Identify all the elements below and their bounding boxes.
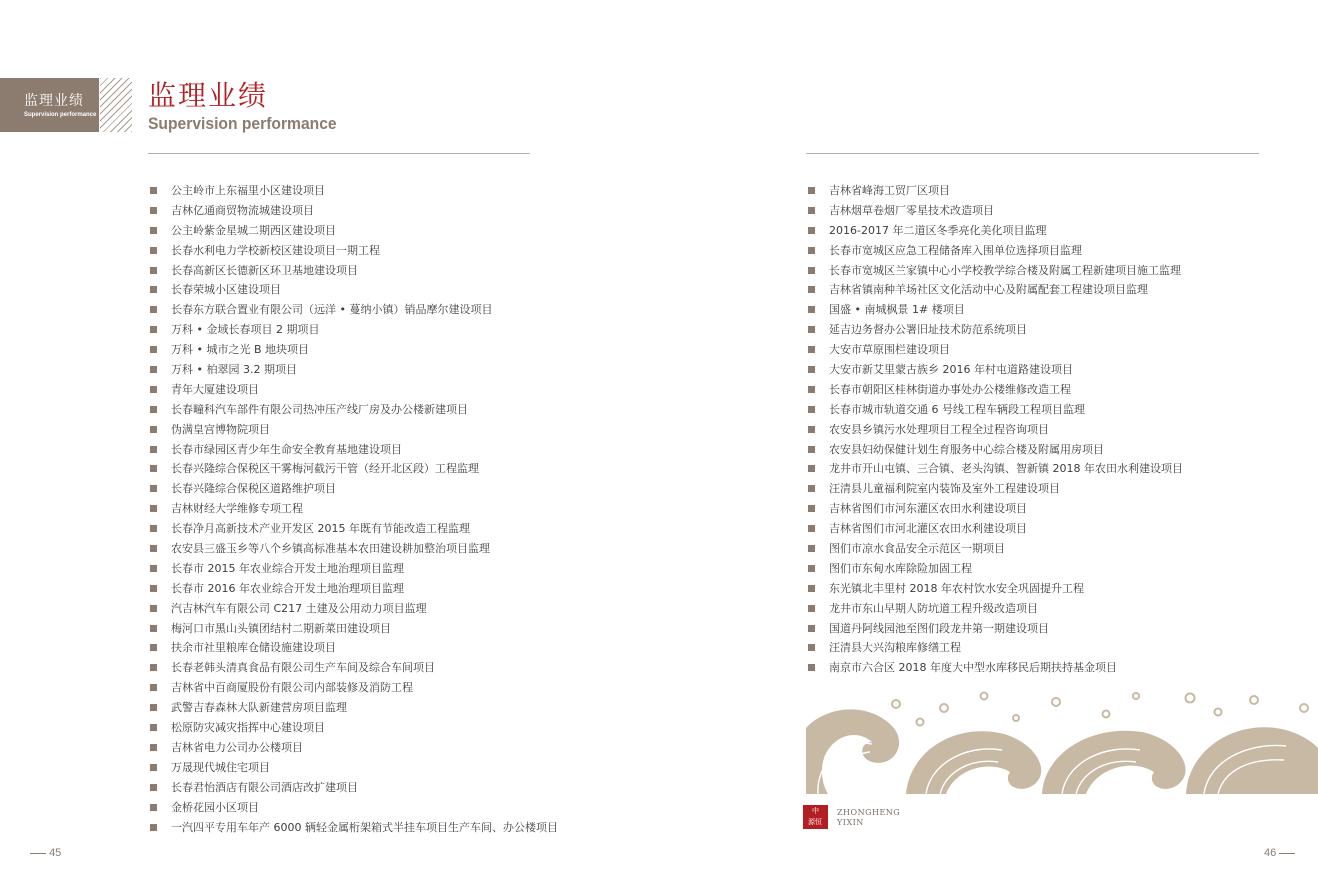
project-item-label: 吉林省电力公司办公楼项目 <box>171 740 303 754</box>
project-item-label: 长春高新区长德新区环卫基地建设项目 <box>171 263 358 277</box>
bullet-square-icon <box>150 644 157 651</box>
bullet-square-icon <box>150 485 157 492</box>
project-item-label: 东光镇北丰里村 2018 年农村饮水安全巩固提升工程 <box>829 581 1084 595</box>
project-item-label: 南京市六合区 2018 年度大中型水库移民后期扶持基金项目 <box>829 661 1117 675</box>
project-item-label: 金桥花园小区项目 <box>171 800 259 814</box>
bullet-square-icon <box>808 465 815 472</box>
project-item-label: 吉林省镇南种羊场社区文化活动中心及附属配套工程建设项目监理 <box>829 283 1148 297</box>
brand-name-line2: YIXIN <box>837 818 864 827</box>
project-item <box>808 340 1183 360</box>
project-item-label: 伪满皇宫博物院项目 <box>171 422 270 436</box>
bullet-square-icon <box>150 286 157 293</box>
section-tab-title: 监理业绩 <box>24 93 84 109</box>
project-item-label: 吉林省峰海工贸厂区项目 <box>829 184 950 197</box>
project-item <box>808 479 1183 499</box>
project-item-label: 长春市宽城区应急工程储备库入围单位选择项目监理 <box>829 243 1082 257</box>
project-item <box>150 241 558 261</box>
bullet-square-icon <box>150 684 157 691</box>
project-item <box>808 459 1183 479</box>
project-item-label: 汪清县大兴沟粮库修缮工程 <box>829 641 961 655</box>
bullet-square-icon <box>808 267 815 274</box>
bullet-square-icon <box>150 505 157 512</box>
project-item <box>150 440 558 460</box>
project-item <box>150 539 558 559</box>
project-item-label: 长春荣城小区建设项目 <box>171 283 281 297</box>
project-item-label: 长春兴隆综合保税区干雾梅河截污干管（经开北区段）工程监理 <box>171 462 479 476</box>
section-tab-subtitle: Supervision performance <box>24 112 97 118</box>
project-item <box>808 658 1183 678</box>
project-item-label: 长春净月高新技术产业开发区 2015 年既有节能改造工程监理 <box>171 522 470 536</box>
bullet-square-icon <box>150 784 157 791</box>
bullet-square-icon <box>808 664 815 671</box>
bullet-square-icon <box>150 346 157 353</box>
project-item-label: 图们市凉水食品安全示范区一期项目 <box>829 542 1005 556</box>
project-item <box>150 758 558 778</box>
bullet-square-icon <box>808 485 815 492</box>
bullet-square-icon <box>150 267 157 274</box>
project-item <box>808 519 1183 539</box>
bullet-square-icon <box>150 605 157 612</box>
project-item <box>808 300 1183 320</box>
project-item <box>150 261 558 281</box>
project-item <box>150 798 558 818</box>
divider-right <box>806 153 1259 154</box>
project-item-label: 大安市草原围栏建设项目 <box>829 343 950 357</box>
project-item <box>150 181 558 201</box>
project-item-label: 农安县乡镇污水处理项目工程全过程咨询项目 <box>829 422 1049 436</box>
bullet-square-icon <box>808 227 815 234</box>
project-item-label: 长春老韩头清真食品有限公司生产车间及综合车间项目 <box>171 661 435 675</box>
project-item <box>808 221 1183 241</box>
project-item-label: 万科 • 城市之光 B 地块项目 <box>171 343 310 357</box>
project-item <box>808 539 1183 559</box>
project-item-label: 梅河口市黑山头镇团结村二期新菜田建设项目 <box>171 621 391 635</box>
project-item-label: 公主岭市上东福里小区建设项目 <box>171 184 325 197</box>
bullet-square-icon <box>150 187 157 194</box>
project-item <box>150 519 558 539</box>
bullet-square-icon <box>808 247 815 254</box>
project-item-label: 长春市 2016 年农业综合开发土地治理项目监理 <box>171 581 404 595</box>
project-item <box>150 599 558 619</box>
page-number-right <box>1264 847 1295 859</box>
bullet-square-icon <box>150 545 157 552</box>
brand-name <box>837 808 900 828</box>
bullet-square-icon <box>808 545 815 552</box>
bullet-square-icon <box>808 187 815 194</box>
bullet-square-icon <box>808 505 815 512</box>
bullet-square-icon <box>150 625 157 632</box>
project-item <box>808 559 1183 579</box>
bullet-square-icon <box>808 605 815 612</box>
project-item <box>808 619 1183 639</box>
bullet-square-icon <box>808 426 815 433</box>
bullet-square-icon <box>150 585 157 592</box>
project-item <box>808 420 1183 440</box>
project-item <box>150 221 558 241</box>
bullet-square-icon <box>150 704 157 711</box>
divider-left <box>148 153 530 154</box>
bullet-square-icon <box>150 664 157 671</box>
bullet-square-icon <box>150 207 157 214</box>
project-item <box>808 638 1183 658</box>
project-item-label: 武警吉春森林大队新建营房项目监理 <box>171 701 347 715</box>
project-item-label: 龙井市开山屯镇、三合镇、老头沟镇、智新镇 2018 年农田水利建设项目 <box>829 462 1183 476</box>
project-item <box>150 778 558 798</box>
bullet-square-icon <box>150 446 157 453</box>
bullet-square-icon <box>150 366 157 373</box>
project-item-label: 吉林省中百商厦股份有限公司内部装修及消防工程 <box>171 681 413 695</box>
project-item <box>808 599 1183 619</box>
page-number-right-value: 46 <box>1264 847 1277 859</box>
project-item <box>808 380 1183 400</box>
bullet-square-icon <box>808 366 815 373</box>
project-item <box>808 499 1183 519</box>
project-item-label: 长春东方联合置业有限公司（远洋 • 蔓纳小镇）销品摩尔建设项目 <box>171 303 493 317</box>
project-item-label: 扶余市社里粮库仓储设施建设项目 <box>171 641 336 655</box>
bullet-square-icon <box>150 764 157 771</box>
page-number-left-value: 45 <box>49 847 62 859</box>
bullet-square-icon <box>150 247 157 254</box>
bullet-square-icon <box>150 565 157 572</box>
project-item <box>150 579 558 599</box>
project-item-label: 长春水利电力学校新校区建设项目一期工程 <box>171 243 380 257</box>
project-item-label: 国道丹阿线园池至图们段龙井第一期建设项目 <box>829 621 1049 635</box>
project-item-label: 长春市朝阳区桂林街道办事处办公楼维修改造工程 <box>829 382 1071 396</box>
project-item-label: 长春市城市轨道交通 6 号线工程车辆段工程项目监理 <box>829 402 1085 416</box>
project-item-label: 延吉边务督办公署旧址技术防范系统项目 <box>829 323 1027 337</box>
project-item <box>150 320 558 340</box>
bullet-square-icon <box>808 585 815 592</box>
project-item-label: 图们市东甸水库除险加固工程 <box>829 561 972 575</box>
wave-pattern-illustration <box>806 688 1318 794</box>
project-item-label: 长春兴隆综合保税区道路维护项目 <box>171 482 336 496</box>
bullet-square-icon <box>808 207 815 214</box>
project-item <box>150 738 558 758</box>
project-item-label: 吉林烟草卷烟厂零星技术改造项目 <box>829 203 994 217</box>
page-number-left <box>30 847 61 859</box>
hatch-decoration <box>100 78 132 132</box>
project-item <box>808 261 1183 281</box>
project-item-label: 万晟现代城住宅项目 <box>171 760 270 774</box>
bullet-square-icon <box>808 346 815 353</box>
bullet-square-icon <box>808 525 815 532</box>
project-item <box>150 340 558 360</box>
bullet-square-icon <box>808 286 815 293</box>
project-item <box>808 320 1183 340</box>
project-item-label: 吉林省图们市河北灌区农田水利建设项目 <box>829 522 1027 536</box>
bullet-square-icon <box>150 525 157 532</box>
project-item-label: 吉林省图们市河东灌区农田水利建设项目 <box>829 502 1027 516</box>
bullet-square-icon <box>808 386 815 393</box>
project-item-label: 一汽四平专用车年产 6000 辆轻金属桁架箱式半挂车项目生产车间、办公楼项目 <box>171 820 558 834</box>
project-item-label: 长春市 2015 年农业综合开发土地治理项目监理 <box>171 561 404 575</box>
project-item-label: 长春市宽城区兰家镇中心小学校教学综合楼及附属工程新建项目施工监理 <box>829 263 1181 277</box>
project-item <box>150 360 558 380</box>
bullet-square-icon <box>150 426 157 433</box>
project-item-label: 汽吉林汽车有限公司 C217 土建及公用动力项目监理 <box>171 601 427 615</box>
project-item <box>150 499 558 519</box>
project-item <box>150 400 558 420</box>
project-item <box>150 619 558 639</box>
project-item-label: 公主岭紫金星城二期西区建设项目 <box>171 223 336 237</box>
project-item-label: 吉林财经大学维修专项工程 <box>171 502 303 516</box>
project-item-label: 长春市绿园区青少年生命安全教育基地建设项目 <box>171 442 402 456</box>
project-item <box>150 459 558 479</box>
project-item <box>150 818 558 838</box>
project-item-label: 青年大厦建设项目 <box>171 382 259 396</box>
project-item-label: 长春君怡酒店有限公司酒店改扩建项目 <box>171 780 358 794</box>
logo-glyph-top: 中 <box>812 807 819 815</box>
bullet-square-icon <box>808 326 815 333</box>
brand-logo-mark <box>803 805 828 829</box>
project-item <box>150 280 558 300</box>
project-item-label: 国盛 • 南城枫景 1# 楼项目 <box>829 303 965 317</box>
bullet-square-icon <box>150 227 157 234</box>
project-item-label: 松原防灾减灾指挥中心建设项目 <box>171 721 325 735</box>
bullet-square-icon <box>150 465 157 472</box>
page-subtitle: Supervision performance <box>148 114 337 133</box>
bullet-square-icon <box>150 804 157 811</box>
project-item <box>808 440 1183 460</box>
bullet-square-icon <box>150 406 157 413</box>
logo-glyph-bottom: 源恒 <box>808 818 822 826</box>
bullet-square-icon <box>150 306 157 313</box>
project-item <box>808 241 1183 261</box>
project-item <box>808 280 1183 300</box>
project-item-label: 农安县三盛玉乡等八个乡镇高标准基本农田建设耕加整治项目监理 <box>171 542 490 556</box>
project-item <box>808 181 1183 201</box>
page-title: 监理业绩 <box>148 79 269 112</box>
project-item <box>150 479 558 499</box>
bullet-square-icon <box>808 625 815 632</box>
project-item <box>150 718 558 738</box>
bullet-square-icon <box>808 565 815 572</box>
section-tab <box>0 78 99 132</box>
bullet-square-icon <box>150 824 157 831</box>
project-item-label: 万科 • 柏翠园 3.2 期项目 <box>171 363 297 377</box>
project-item <box>150 698 558 718</box>
project-item <box>808 400 1183 420</box>
bullet-square-icon <box>808 644 815 651</box>
project-item <box>808 201 1183 221</box>
bullet-square-icon <box>150 326 157 333</box>
brand-name-line1: ZHONGHENG <box>837 808 901 817</box>
project-item <box>808 579 1183 599</box>
bullet-square-icon <box>808 406 815 413</box>
project-item-label: 汪清县儿童福利院室内装饰及室外工程建设项目 <box>829 482 1060 496</box>
bullet-square-icon <box>150 724 157 731</box>
bullet-square-icon <box>808 446 815 453</box>
project-item <box>808 360 1183 380</box>
project-item-label: 吉林亿通商贸物流城建设项目 <box>171 203 314 217</box>
project-list-right <box>808 181 1183 678</box>
project-item <box>150 559 558 579</box>
project-item-label: 长春疃科汽车部件有限公司热冲压产线厂房及办公楼新建项目 <box>171 402 468 416</box>
project-item-label: 万科 • 金域长春项目 2 期项目 <box>171 323 320 337</box>
project-item-label: 农安县妇幼保健计划生育服务中心综合楼及附属用房项目 <box>829 442 1104 456</box>
project-list-left <box>150 181 558 837</box>
project-item <box>150 380 558 400</box>
bullet-square-icon <box>150 744 157 751</box>
project-item <box>150 658 558 678</box>
project-item <box>150 300 558 320</box>
project-item-label: 龙井市东山早期人防坑道工程升级改造项目 <box>829 601 1038 615</box>
project-item <box>150 201 558 221</box>
bullet-square-icon <box>808 306 815 313</box>
project-item-label: 大安市新艾里蒙古族乡 2016 年村屯道路建设项目 <box>829 363 1073 377</box>
project-item <box>150 420 558 440</box>
project-item <box>150 678 558 698</box>
bullet-square-icon <box>150 386 157 393</box>
project-item-label: 2016-2017 年二道区冬季亮化美化项目监理 <box>829 223 1047 237</box>
project-item <box>150 638 558 658</box>
